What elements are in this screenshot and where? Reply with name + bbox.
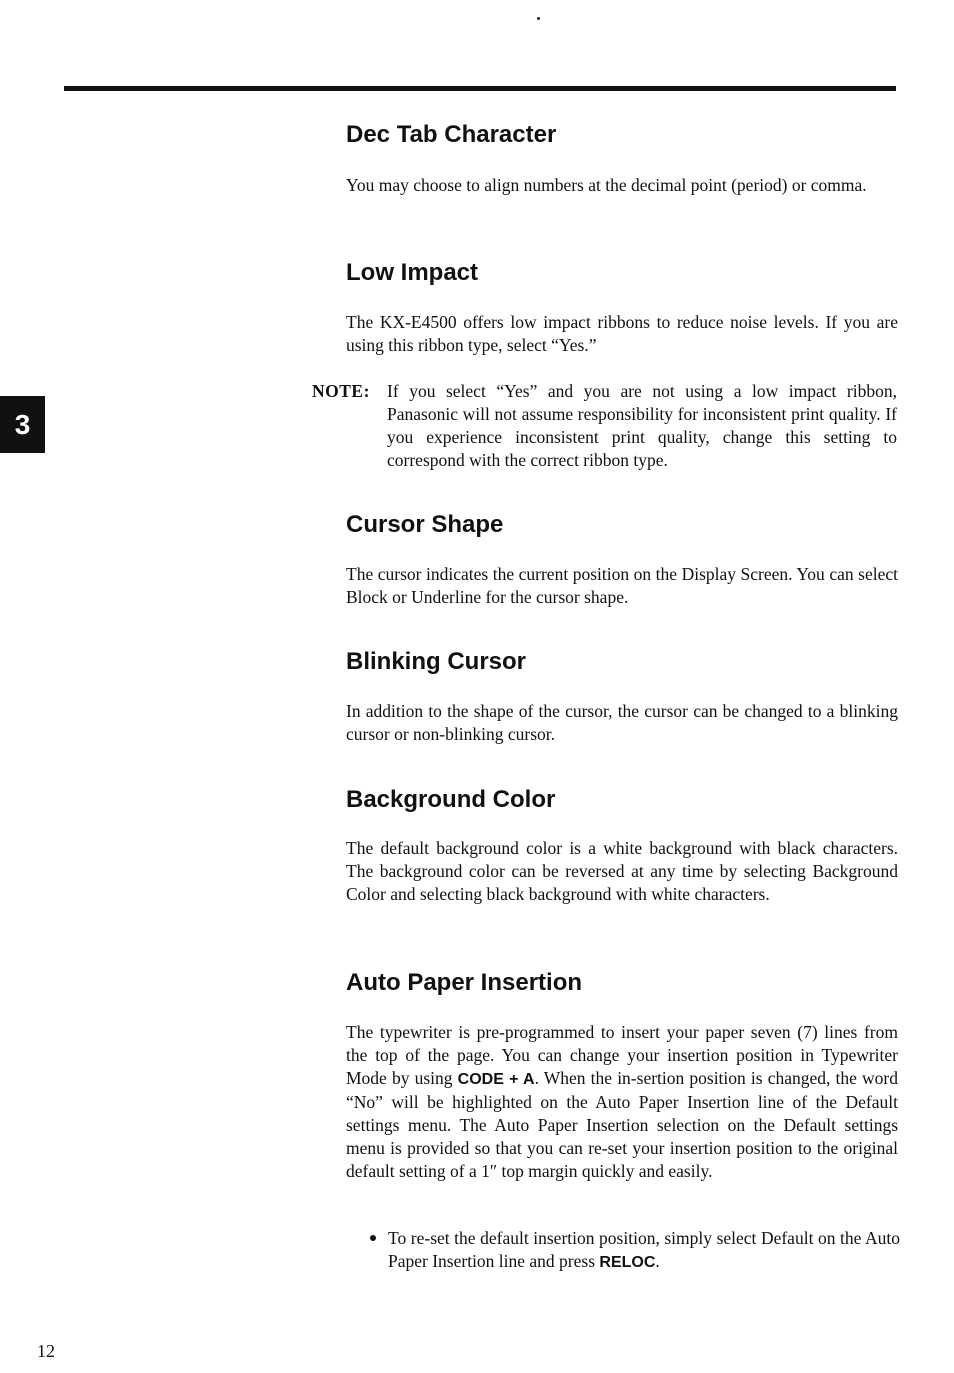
paragraph-auto-paper-insertion [346, 1021, 898, 1183]
top-dot-mark [537, 17, 540, 20]
bullet-item-reset-default [370, 1227, 900, 1274]
heading-blinking-cursor: Blinking Cursor [346, 648, 527, 675]
paragraph-background-color: The default background color is a white background with black characters. The background color can be reversed at any time by selecting Background Color and selecting black background with white characters. [346, 838, 898, 904]
paragraph-cursor-shape: The cursor indicates the current position on the Display Screen. You can select Block or Underline for the cursor shape. [346, 564, 898, 607]
heading-dec-tab-character: Dec Tab Character [346, 121, 557, 148]
bullet-text-part2: . [655, 1251, 660, 1271]
code-a-key: CODE + A [457, 1071, 535, 1088]
note-text: If you select “Yes” and you are not using a low impact ribbon, Panasonic will not assume responsibility for inconsistent print quality. If you experience inconsistent print quality, change this setting to correspond with the correct ribbon type. [387, 381, 897, 470]
paragraph-low-impact: The KX-E4500 offers low impact ribbons to reduce noise levels. If you are using this ribbon type, select “Yes.” [346, 312, 898, 355]
paragraph-dec-tab-character: You may choose to align numbers at the decimal point (period) or comma. [346, 175, 867, 195]
chapter-tab-marker: 3 [0, 396, 45, 453]
bullet-text-part1: To re-set the default insertion position, simply select Default on the Auto Paper Insertion line and press [388, 1228, 900, 1271]
auto-paper-text-part2: . When the in-sertion position is changed, the word “No” will be highlighted on the Auto Paper Insertion line of the Default settings menu. The Auto Paper Insertion selection on the Default settings menu is provided so that you can re-set your insertion position to the original default setting of a 1″ top margin quickly and easily. [346, 1068, 898, 1181]
heading-auto-paper-insertion: Auto Paper Insertion [346, 969, 583, 996]
bullet-text [388, 1227, 900, 1274]
page-number: 12 [37, 1341, 55, 1361]
heading-background-color: Background Color [346, 786, 556, 813]
bullet-dot-icon [370, 1235, 376, 1241]
note-label: NOTE: [312, 381, 370, 401]
heading-cursor-shape: Cursor Shape [346, 511, 504, 538]
paragraph-blinking-cursor: In addition to the shape of the cursor, the cursor can be changed to a blinking cursor or non-blinking cursor. [346, 701, 898, 744]
reloc-key: RELOC [599, 1254, 656, 1271]
auto-paper-text-part1: The typewriter is pre-programmed to insert your paper seven (7) lines from the top of the page. You can change your insertion position in Typewriter Mode by using [346, 1022, 898, 1088]
header-rule [64, 86, 896, 91]
heading-low-impact: Low Impact [346, 259, 479, 286]
